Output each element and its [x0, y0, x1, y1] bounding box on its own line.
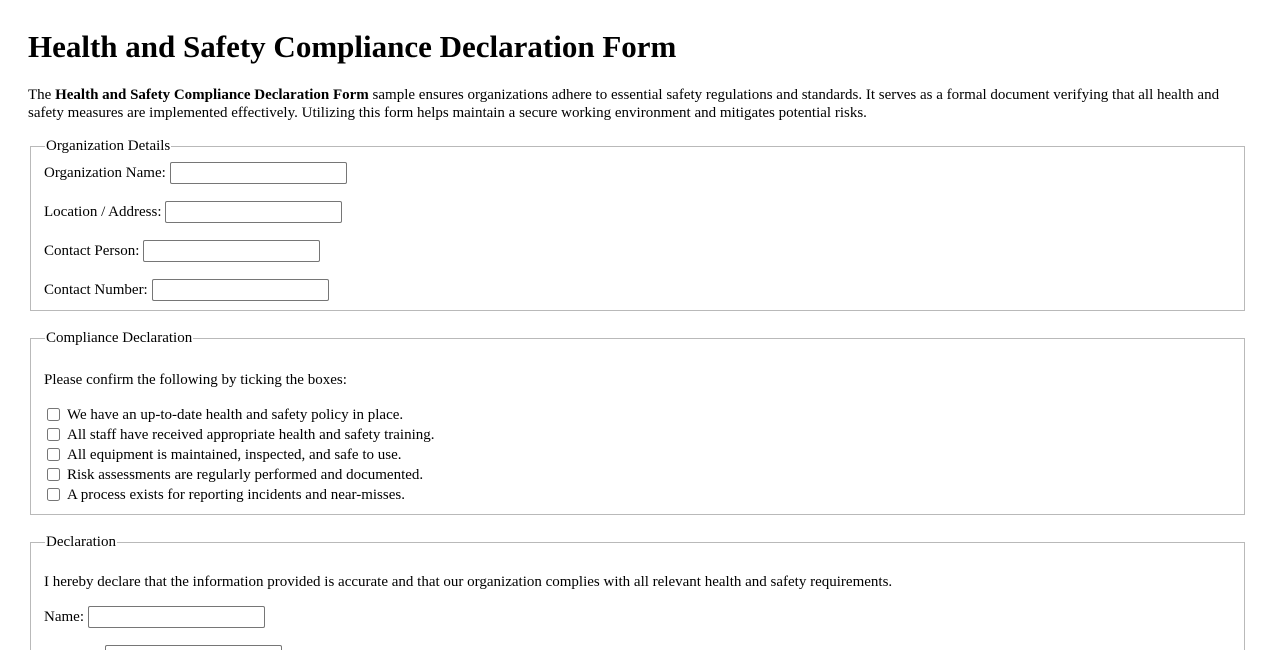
incident-reporting-checkbox[interactable] — [47, 488, 60, 501]
intro-bold-title: Health and Safety Compliance Declaration Form — [55, 87, 369, 103]
declaration-name-label: Name: — [44, 608, 84, 625]
declaration-name-row — [44, 606, 265, 628]
organization-name-input[interactable] — [170, 162, 347, 184]
training-checkbox[interactable] — [47, 428, 60, 441]
equipment-checkbox-label: All equipment is maintained, inspected, and safe to use. — [67, 446, 402, 463]
compliance-item-equipment — [47, 446, 402, 464]
compliance-declaration-fieldset — [30, 330, 1245, 515]
declaration-fieldset — [30, 534, 1245, 650]
training-checkbox-label: All staff have received appropriate health and safety training. — [67, 426, 435, 443]
intro-suffix: sample ensures organizations adhere to essential safety regulations and standards. It serves as a formal document verifying that all health and safety measures are implemented effectively. Utilizing this form helps maintain a secure working environment and mitigates potential risks. — [28, 87, 1220, 121]
policy-checkbox[interactable] — [47, 408, 60, 421]
contact-person-row — [44, 240, 320, 262]
page-title: Health and Safety Compliance Declaration Form — [28, 29, 677, 64]
contact-number-row — [44, 279, 329, 301]
contact-person-input[interactable] — [143, 240, 320, 262]
organization-details-legend: Organization Details — [46, 138, 171, 154]
intro-paragraph — [28, 86, 1243, 122]
contact-number-input[interactable] — [152, 279, 329, 301]
incident-reporting-checkbox-label: A process exists for reporting incidents and near-misses. — [67, 486, 405, 503]
risk-assessment-checkbox[interactable] — [47, 468, 60, 481]
compliance-item-training — [47, 426, 435, 444]
policy-checkbox-label: We have an up-to-date health and safety policy in place. — [67, 406, 404, 423]
location-address-input[interactable] — [165, 201, 342, 223]
equipment-checkbox[interactable] — [47, 448, 60, 461]
compliance-item-incidents — [47, 486, 405, 504]
location-address-label: Location / Address: — [44, 203, 162, 220]
organization-name-row — [44, 162, 347, 184]
location-address-row — [44, 201, 342, 223]
declaration-next-row — [105, 645, 282, 650]
compliance-instruction: Please confirm the following by ticking the boxes: — [44, 372, 347, 388]
declaration-name-input[interactable] — [88, 606, 265, 628]
intro-prefix: The — [28, 87, 56, 103]
compliance-item-risk — [47, 466, 423, 484]
declaration-next-input[interactable] — [105, 645, 282, 650]
compliance-declaration-legend: Compliance Declaration — [46, 330, 193, 346]
declaration-legend: Declaration — [46, 534, 116, 550]
declaration-statement: I hereby declare that the information provided is accurate and that our organization complies with all relevant health and safety requirements. — [44, 574, 893, 590]
organization-details-fieldset — [30, 138, 1245, 311]
organization-name-label: Organization Name: — [44, 164, 166, 181]
contact-number-label: Contact Number: — [44, 281, 148, 298]
risk-assessment-checkbox-label: Risk assessments are regularly performed and documented. — [67, 466, 424, 483]
contact-person-label: Contact Person: — [44, 242, 140, 259]
compliance-item-policy — [47, 406, 403, 424]
